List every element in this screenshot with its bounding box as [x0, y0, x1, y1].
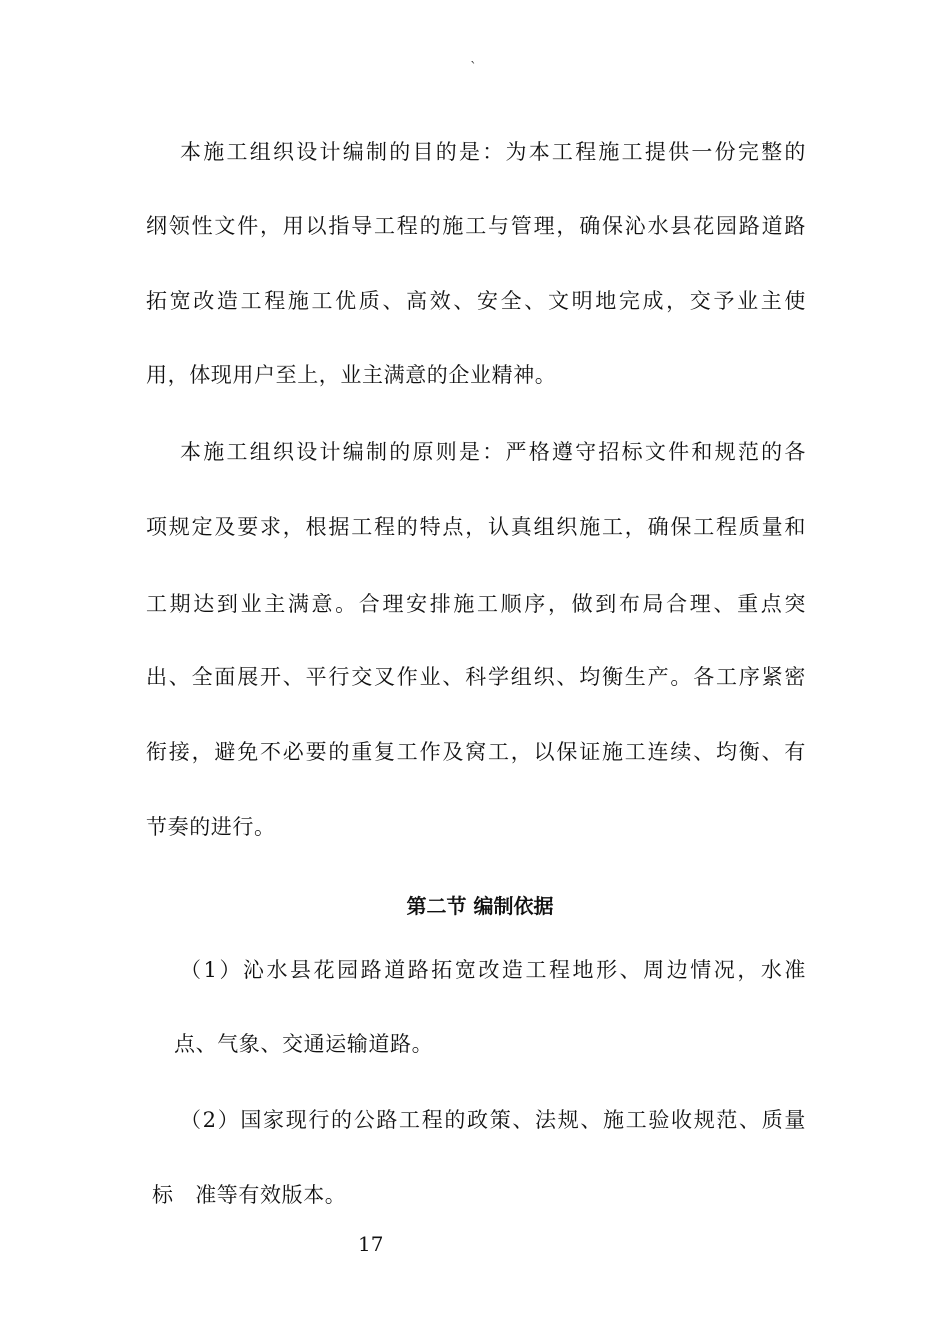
paragraph-2-line-1: 本施工组织设计编制的原则是：严格遵守招标文件和规范的各: [180, 440, 806, 464]
paragraph-2-line-3: 工期达到业主满意。合理安排施工顺序，做到布局合理、重点突: [146, 592, 806, 616]
paragraph-1-line-3: 拓宽改造工程施工优质、高效、安全、文明地完成，交予业主使: [146, 289, 806, 313]
header-mark: `: [470, 60, 477, 76]
basis-item-1-line-1: （1）沁水县花园路道路拓宽改造工程地形、周边情况，水准: [180, 958, 806, 982]
page-number: 17: [358, 1232, 384, 1256]
paragraph-2-line-4: 出、全面展开、平行交叉作业、科学组织、均衡生产。各工序紧密: [146, 665, 806, 689]
paragraph-1-line-1: 本施工组织设计编制的目的是：为本工程施工提供一份完整的: [180, 140, 806, 164]
paragraph-2-line-5: 衔接，避免不必要的重复工作及窝工，以保证施工连续、均衡、有: [146, 740, 806, 764]
paragraph-2-line-6: 节奏的进行。: [146, 815, 276, 839]
basis-item-2-line-2: 标 准等有效版本。: [152, 1183, 347, 1207]
basis-item-1-line-2: 点、气象、交通运输道路。: [174, 1032, 434, 1056]
paragraph-2-line-2: 项规定及要求，根据工程的特点，认真组织施工，确保工程质量和: [146, 515, 806, 539]
paragraph-1-line-4: 用，体现用户至上，业主满意的企业精神。: [146, 363, 557, 387]
basis-item-2-line-1: （2）国家现行的公路工程的政策、法规、施工验收规范、质量: [180, 1108, 806, 1132]
section-heading: 第二节 编制依据: [406, 894, 554, 918]
paragraph-1-line-2: 纲领性文件，用以指导工程的施工与管理，确保沁水县花园路道路: [146, 214, 806, 238]
